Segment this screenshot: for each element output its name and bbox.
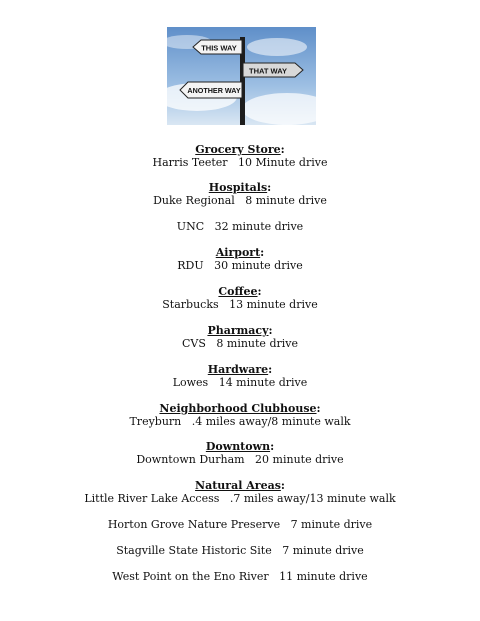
- section-line: Harris Teeter 10 Minute drive: [152, 156, 328, 169]
- section-line: Little River Lake Access .7 miles away/13 minute walk: [84, 492, 396, 505]
- section-heading: Downtown: [205, 440, 271, 453]
- section-natural-areas-line-4: [0, 570, 480, 583]
- svg-text:THIS WAY: THIS WAY: [201, 43, 237, 53]
- section-heading: Coffee: [218, 285, 258, 298]
- section-natural-areas: Natural Areas: Little River Lake Access .7 miles away/13 minute walk: [0, 479, 480, 505]
- section-line: CVS 8 minute drive: [182, 337, 298, 350]
- section-grocery-store: Grocery Store: Harris Teeter 10 Minute drive: [0, 143, 480, 169]
- section-coffee: Coffee: Starbucks 13 minute drive: [0, 285, 480, 311]
- section-heading: Airport: [215, 246, 261, 259]
- section-neighborhood-clubhouse: Neighborhood Clubhouse: Treyburn .4 miles away/8 minute walk: [0, 402, 480, 428]
- section-heading: Pharmacy: [207, 324, 269, 337]
- signpost-illustration: [167, 27, 316, 125]
- section-line: Duke Regional 8 minute drive: [153, 194, 327, 207]
- section-heading: Natural Areas: [195, 479, 281, 492]
- section-heading: Hardware: [207, 363, 269, 376]
- section-hospitals: Hospitals: Duke Regional 8 minute drive: [0, 181, 480, 207]
- section-natural-areas-line-3: [0, 544, 480, 557]
- section-hardware: Hardware: Lowes 14 minute drive: [0, 363, 480, 389]
- svg-text:THAT WAY: THAT WAY: [249, 66, 287, 76]
- section-heading: Hospitals: [208, 181, 268, 194]
- svg-text:ANOTHER WAY: ANOTHER WAY: [187, 86, 241, 95]
- section-line: UNC 32 minute drive: [176, 220, 304, 233]
- section-heading: Neighborhood Clubhouse: [159, 402, 317, 415]
- section-line: Horton Grove Nature Preserve 7 minute drive: [107, 518, 373, 531]
- section-natural-areas-line-2: [0, 518, 480, 531]
- section-line: Treyburn .4 miles away/8 minute walk: [129, 415, 351, 428]
- section-line: Lowes 14 minute drive: [172, 376, 308, 389]
- section-line: RDU 30 minute drive: [177, 259, 303, 272]
- section-line: Stagville State Historic Site 7 minute drive: [116, 544, 364, 557]
- sign-another-way: [180, 82, 242, 98]
- section-line: West Point on the Eno River 11 minute drive: [112, 570, 368, 583]
- signpost-image: [167, 27, 316, 125]
- section-pharmacy: Pharmacy: CVS 8 minute drive: [0, 324, 480, 350]
- section-line: Downtown Durham 20 minute drive: [136, 453, 344, 466]
- sign-this-way: [193, 40, 242, 54]
- section-airport: Airport: RDU 30 minute drive: [0, 246, 480, 272]
- section-line: Starbucks 13 minute drive: [162, 298, 318, 311]
- section-heading: Grocery Store: [195, 143, 281, 156]
- section-downtown: Downtown: Downtown Durham 20 minute drive: [0, 440, 480, 466]
- sign-that-way: [243, 63, 303, 77]
- section-hospitals-extra: [0, 220, 480, 233]
